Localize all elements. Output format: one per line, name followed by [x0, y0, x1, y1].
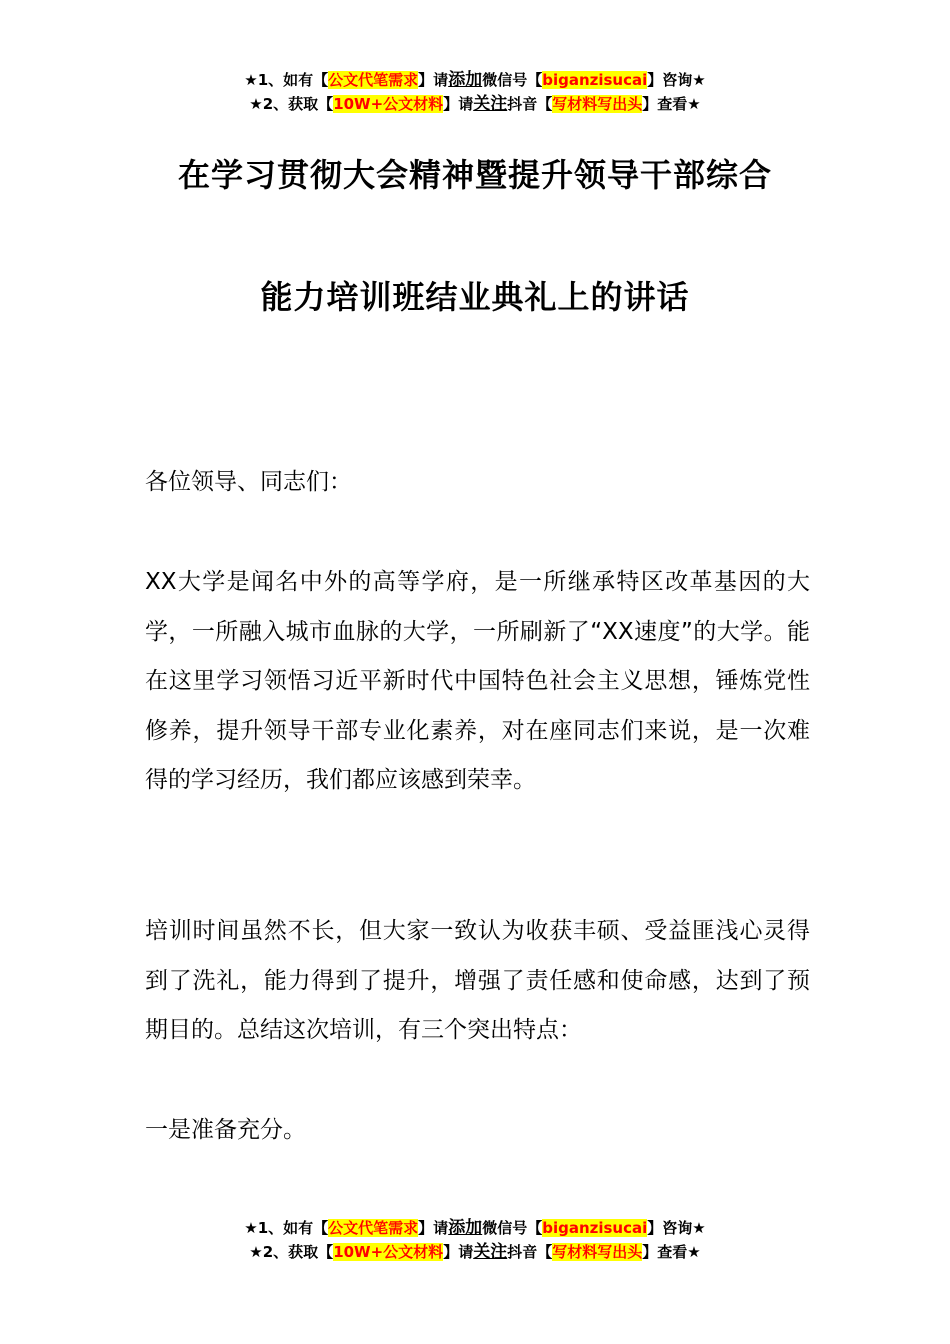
- document-title-line-1: 在学习贯彻大会精神暨提升领导干部综合: [177, 156, 772, 194]
- banner-highlight-wechat-id: biganzisucai: [542, 71, 648, 89]
- document-title-line-2: 能力培训班结业典礼上的讲话: [260, 278, 690, 316]
- footer-banner: [0, 1216, 950, 1264]
- banner-line-2: ★2、获取【10W+公文材料】请关注抖音【写材料写出头】查看★: [249, 94, 701, 114]
- footer-highlight-service: 公文代笔需求: [328, 1219, 419, 1237]
- paragraph-3: 一是准备充分。: [145, 1117, 306, 1143]
- footer-highlight-douyin: 写材料写出头: [552, 1243, 643, 1261]
- footer-banner-line-1: ★1、如有【公文代笔需求】请添加微信号【biganzisucai】咨询★: [244, 1218, 706, 1238]
- banner-highlight-materials: 10W+公文材料: [333, 95, 444, 113]
- footer-banner-line-2: ★2、获取【10W+公文材料】请关注抖音【写材料写出头】查看★: [249, 1242, 701, 1262]
- banner-highlight-service: 公文代笔需求: [328, 71, 419, 89]
- paragraph-2: 培训时间虽然不长，但大家一致认为收获丰硕、受益匪浅心灵得到了洗礼，能力得到了提升，增强了责任感和使命感，达到了预期目的。总结这次培训，有三个突出特点：: [145, 918, 810, 1043]
- paragraph-1: XX大学是闻名中外的高等学府，是一所继承特区改革基因的大学，一所融入城市血脉的大学，一所刷新了“XX速度”的大学。能在这里学习领悟习近平新时代中国特色社会主义思想，锤炼党性修养，提升领导干部专业化素养，对在座同志们来说，是一次难得的学习经历，我们都应该感到荣幸。: [145, 569, 810, 793]
- header-banner: [0, 68, 950, 116]
- banner-highlight-douyin: 写材料写出头: [552, 95, 643, 113]
- footer-highlight-materials: 10W+公文材料: [333, 1243, 444, 1261]
- banner-line-1: ★1、如有【公文代笔需求】请添加微信号【biganzisucai】咨询★: [244, 70, 706, 90]
- salutation: 各位领导、同志们：: [145, 469, 352, 495]
- footer-highlight-wechat-id: biganzisucai: [542, 1219, 648, 1237]
